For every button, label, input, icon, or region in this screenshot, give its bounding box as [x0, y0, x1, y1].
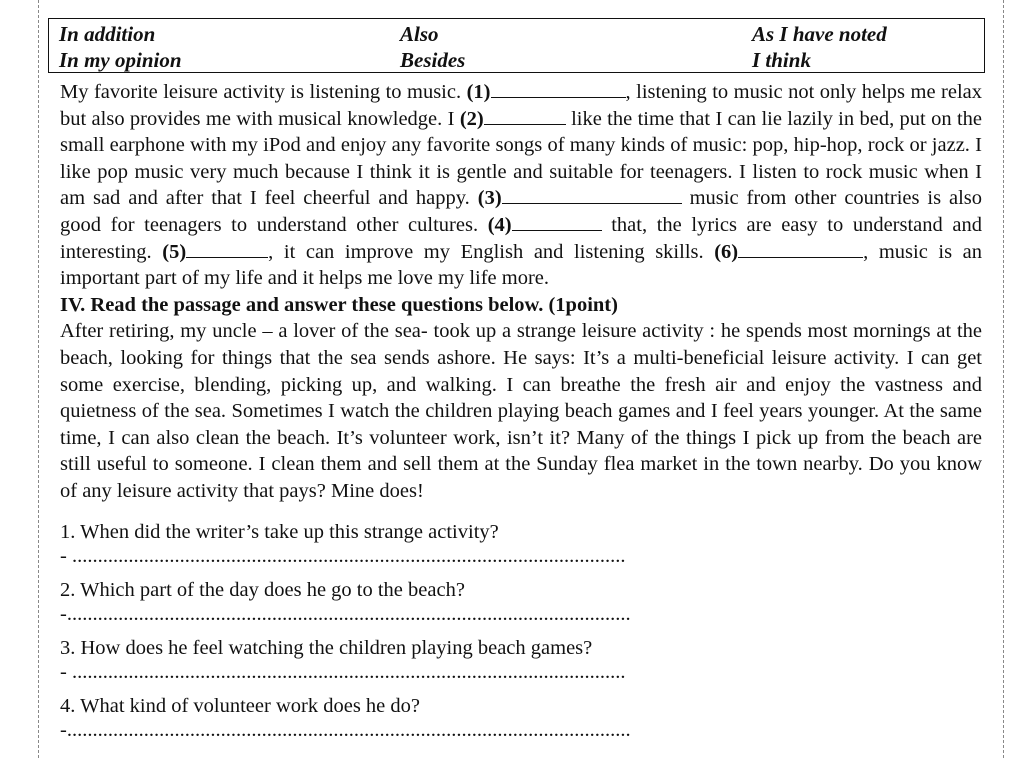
- answer-blank[interactable]: [484, 106, 566, 125]
- blank-number: (4): [487, 213, 512, 236]
- paragraph-text: , listening to music not only helps me relax but also provides me with musical knowledge. I: [60, 81, 983, 130]
- blank-number: (2): [459, 107, 484, 130]
- paragraph-text: My favorite leisure activity is listening to music.: [60, 81, 462, 103]
- blank-number: (1): [466, 81, 491, 103]
- answer-line[interactable]: - ............................................................................................................: [60, 660, 626, 683]
- cloze-paragraph: [60, 79, 982, 292]
- answer-blank[interactable]: [738, 239, 863, 258]
- answer-blank[interactable]: [502, 185, 682, 204]
- answer-blank[interactable]: [512, 212, 602, 231]
- reading-passage: After retiring, my uncle – a lover of the sea- took up a strange leisure activity : he spends most mornings at the beach, looking for things that the sea sends ashore. He says: It’s a multi-beneficial leisure activity. I can get some exercise, blending, picking up, and walking. I can breathe the fresh air and enjoy the vastness and quietness of the sea. Sometimes I watch the children playing beach games and I feel years younger. At the same time, I can also clean the beach. It’s volunteer work, isn’t it? Many of the things I pick up from the beach are still useful to someone. I clean them and sell them at the Sunday flea market in the town nearby. Do you know of any leisure activity that pays? Mine does!: [60, 320, 982, 502]
- word-box: [48, 18, 985, 73]
- paragraph-text: , it can improve my English and listening skills.: [268, 240, 704, 263]
- section-heading: IV. Read the passage and answer these questions below. (1point): [60, 293, 618, 316]
- answer-blank[interactable]: [186, 239, 268, 258]
- blank-number: (5): [162, 240, 187, 263]
- paragraph-text: music from other countries is also good for teenagers to understand other cultures.: [60, 187, 983, 236]
- question-list: [60, 519, 982, 741]
- paragraph-text: that, the lyrics are easy to understand and interesting.: [60, 213, 982, 263]
- answer-line[interactable]: -..............................................................................................................: [60, 602, 631, 625]
- blank-number: (3): [477, 187, 502, 210]
- question: 2. Which part of the day does he go to the beach?: [60, 578, 465, 601]
- blank-number: (6): [714, 240, 739, 263]
- question: 4. What kind of volunteer work does he do?: [60, 694, 420, 717]
- word-option: Besides: [400, 48, 466, 72]
- word-option: As I have noted: [752, 22, 887, 46]
- answer-line[interactable]: - ............................................................................................................: [60, 544, 626, 567]
- paragraph-text: like the time that I can lie lazily in bed, put on the small earphone with my iPod and enjoy any favorite songs of many kinds of music: pop, hip-hop, rock or jazz. I like pop music very much because I think it is gentle and suitable for teenagers. I listen to rock music when I am sad and after that I feel cheerful and happy.: [60, 107, 983, 210]
- answer-blank[interactable]: [491, 79, 626, 98]
- question: 1. When did the writer’s take up this strange activity?: [60, 520, 499, 543]
- paragraph-text: , music is an important part of my life and it helps me love my life more.: [60, 240, 983, 290]
- word-option: In addition: [59, 22, 156, 46]
- page-margin-line-left: [38, 0, 39, 758]
- answer-line[interactable]: -..............................................................................................................: [60, 718, 631, 741]
- document-content: [60, 79, 982, 751]
- word-option: Also: [400, 22, 439, 46]
- page-margin-line-right: [1003, 0, 1004, 758]
- word-option: In my opinion: [59, 48, 182, 72]
- question: 3. How does he feel watching the children playing beach games?: [60, 636, 593, 659]
- word-option: I think: [752, 48, 811, 72]
